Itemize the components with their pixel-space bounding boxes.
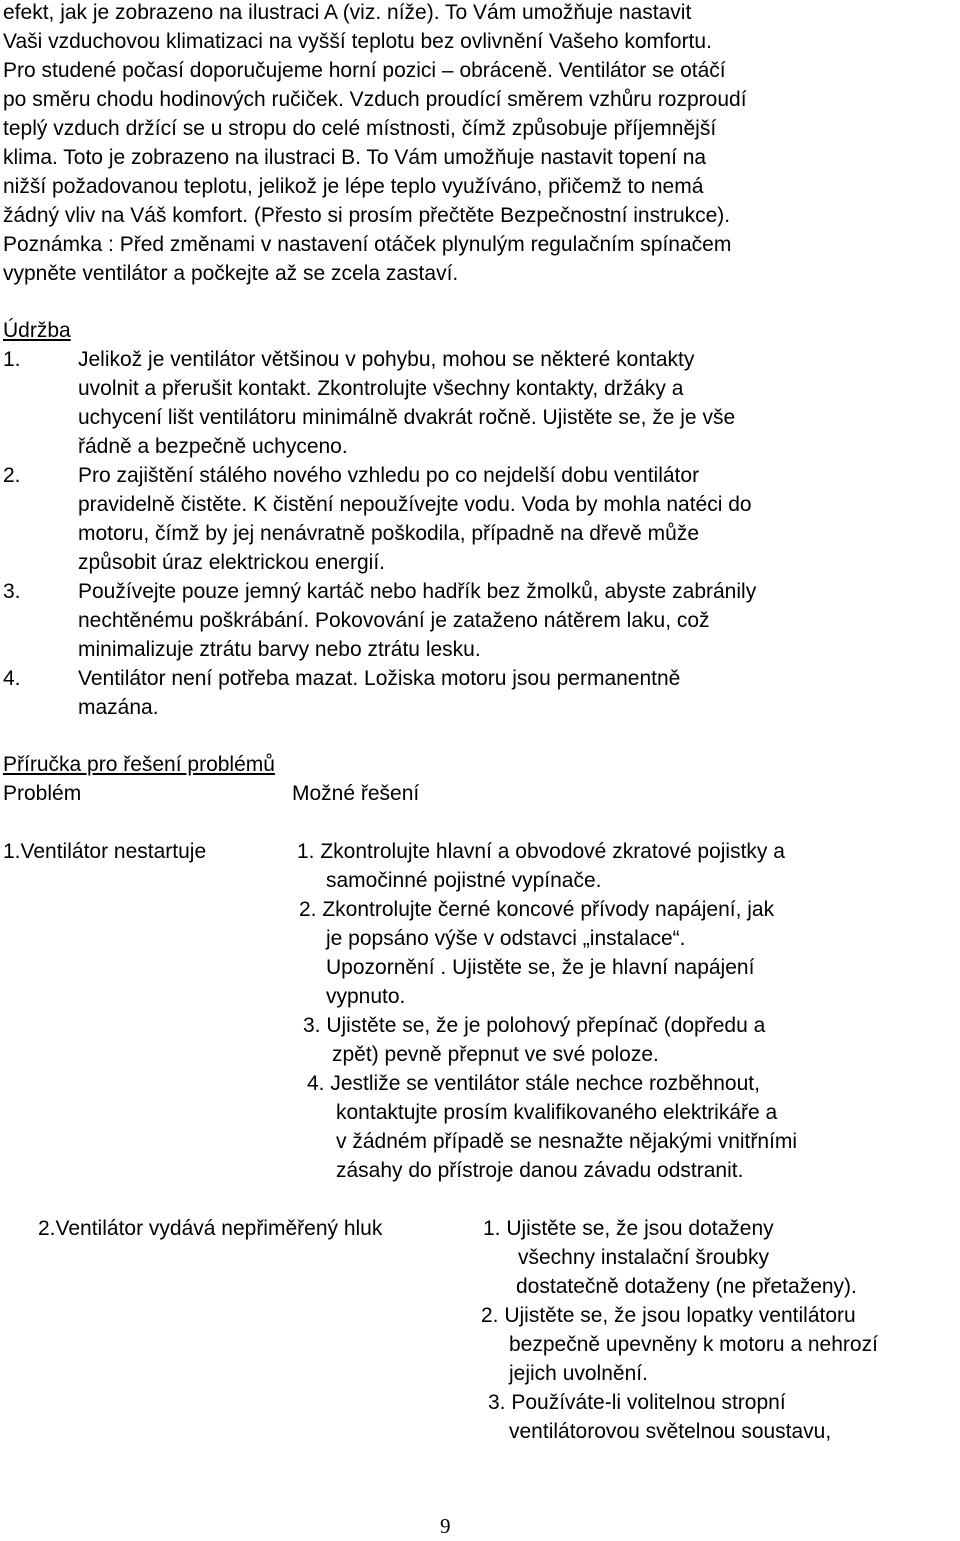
solution-line: vypnuto. — [326, 985, 406, 1008]
solution-line: je popsáno výše v odstavci „instalace“. — [326, 927, 686, 950]
page-number: 9 — [440, 1514, 451, 1538]
solution-line: 2. Zkontrolujte černé koncové přívody napájení, jak — [299, 898, 775, 921]
solution-line: jejich uvolnění. — [509, 1362, 648, 1385]
list-item-line: uvolnit a přerušit kontakt. Zkontrolujte všechny kontakty, držáky a — [78, 377, 684, 400]
list-item-line: Ventilátor není potřeba mazat. Ložiska motoru jsou permanentně — [78, 667, 681, 690]
solution-line: ventilátorovou světelnou soustavu, — [509, 1420, 832, 1443]
solution-line: 4. Jestliže se ventilátor stále nechce rozběhnout, — [307, 1072, 760, 1095]
intro-line: Vaši vzduchovou klimatizaci na vyšší teplotu bez ovlivnění Vašeho komfortu. — [3, 30, 712, 53]
list-item-line: řádně a bezpečně uchyceno. — [78, 435, 348, 458]
troubleshooting-heading: Příručka pro řešení problémů — [3, 753, 275, 776]
list-item-line: způsobit úraz elektrickou energií. — [78, 551, 385, 574]
solution-line: bezpečně upevněny k motoru a nehrozí — [509, 1333, 878, 1356]
list-item-line: Jelikož je ventilátor většinou v pohybu, mohou se některé kontakty — [78, 348, 695, 371]
list-item-line: minimalizuje ztrátu barvy nebo ztrátu lesku. — [78, 638, 481, 661]
solution-line: 3. Používáte-li volitelnou stropní — [488, 1391, 786, 1414]
solution-line: kontaktujte prosím kvalifikovaného elektrikáře a — [336, 1101, 778, 1124]
intro-line: nižší požadovanou teplotu, jelikož je lépe teplo využíváno, přičemž to nemá — [3, 175, 704, 198]
column-header-solution: Možné řešení — [292, 782, 420, 805]
column-header-problem: Problém — [3, 782, 82, 805]
list-item-line: uchycení lišt ventilátoru minimálně dvakrát ročně. Ujistěte se, že je vše — [78, 406, 736, 429]
list-item-line: nechtěnému poškrábání. Pokovování je zataženo nátěrem laku, což — [78, 609, 710, 632]
maintenance-heading: Údržba — [3, 319, 71, 342]
intro-line: Pro studené počasí doporučujeme horní pozici – obráceně. Ventilátor se otáčí — [3, 59, 726, 82]
intro-line: efekt, jak je zobrazeno na ilustraci A (viz. níže). To Vám umožňuje nastavit — [3, 1, 692, 24]
solution-line: všechny instalační šroubky — [518, 1246, 769, 1269]
list-item-number: 3. — [3, 580, 21, 603]
solution-line: 3. Ujistěte se, že je polohový přepínač (dopředu a — [303, 1014, 766, 1037]
solution-line: zpět) pevně přepnut ve své poloze. — [332, 1043, 659, 1066]
intro-line: klima. Toto je zobrazeno na ilustraci B. To Vám umožňuje nastavit topení na — [3, 146, 707, 169]
solution-line: 1. Zkontrolujte hlavní a obvodové zkratové pojistky a — [297, 840, 785, 863]
solution-line: zásahy do přístroje danou závadu odstranit. — [336, 1159, 744, 1182]
solution-line: 2. Ujistěte se, že jsou lopatky ventilátoru — [481, 1304, 856, 1327]
problem-label: 1.Ventilátor nestartuje — [3, 840, 207, 863]
intro-line: po směru chodu hodinových ručiček. Vzduch proudící směrem vzhůru rozproudí — [3, 88, 747, 111]
solution-line: samočinné pojistné vypínače. — [326, 869, 602, 892]
list-item-line: mazána. — [78, 696, 159, 719]
list-item-number: 1. — [3, 348, 21, 371]
list-item-line: Pro zajištění stálého nového vzhledu po co nejdelší dobu ventilátor — [78, 464, 700, 487]
intro-line: Poznámka : Před změnami v nastavení otáček plynulým regulačním spínačem — [3, 233, 732, 256]
solution-line: 1. Ujistěte se, že jsou dotaženy — [483, 1217, 774, 1240]
solution-line: v žádném případě se nesnažte nějakými vnitřními — [336, 1130, 798, 1153]
list-item-line: pravidelně čistěte. K čistění nepoužívejte vodu. Voda by mohla natéci do — [78, 493, 752, 516]
list-item-line: motoru, čímž by jej nenávratně poškodila, případně na dřevě může — [78, 522, 700, 545]
intro-line: vypněte ventilátor a počkejte až se zcela zastaví. — [3, 262, 459, 285]
list-item-line: Používejte pouze jemný kartáč nebo hadřík bez žmolků, abyste zabránily — [78, 580, 757, 603]
intro-line: žádný vliv na Váš komfort. (Přesto si prosím přečtěte Bezpečnostní instrukce). — [3, 204, 731, 227]
intro-line: teplý vzduch držící se u stropu do celé místnosti, čímž způsobuje příjemnější — [3, 117, 717, 140]
problem-label: 2.Ventilátor vydává nepřiměřený hluk — [38, 1217, 383, 1240]
list-item-number: 2. — [3, 464, 21, 487]
list-item-number: 4. — [3, 667, 21, 690]
solution-line: dostatečně dotaženy (ne přetaženy). — [516, 1275, 857, 1298]
solution-line: Upozornění . Ujistěte se, že je hlavní napájení — [326, 956, 755, 979]
